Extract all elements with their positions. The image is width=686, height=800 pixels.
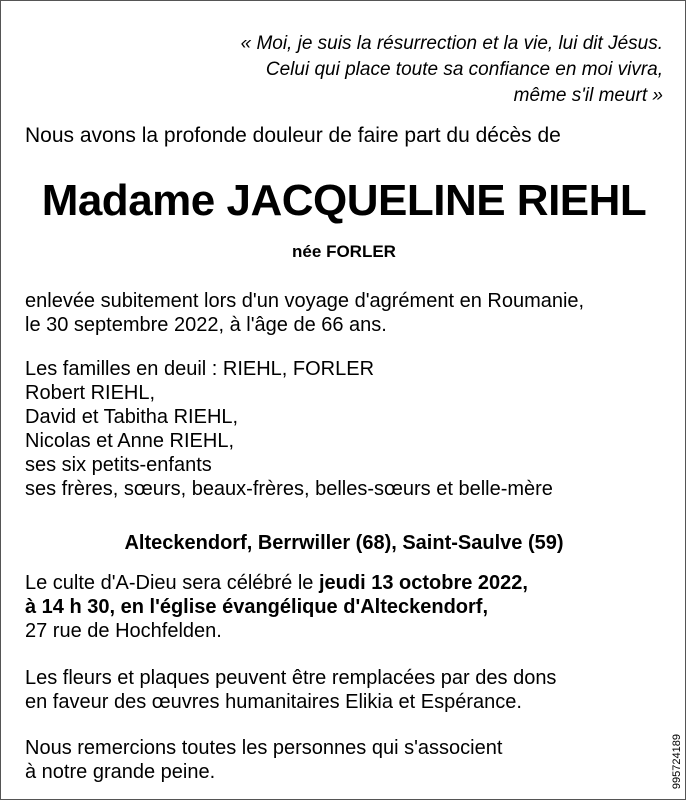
bible-quote: [43, 31, 663, 109]
thanks-line-1: Nous remercions toutes les personnes qui s'associent: [25, 737, 503, 759]
quote-line-2: Celui qui place toute sa confiance en moi vivra,: [265, 59, 663, 80]
family-list: [25, 357, 553, 501]
circumstances-line-1: enlevée subitement lors d'un voyage d'agrément en Roumanie,: [25, 290, 585, 312]
deceased-name: Madame JACQUELINE RIEHL: [41, 176, 647, 225]
service-line-1-regular: Le culte d'A-Dieu sera célébré le: [25, 572, 319, 594]
intro-text: Nous avons la profonde douleur de faire part du décès de: [25, 124, 561, 147]
flowers-line-2: en faveur des œuvres humanitaires Elikia et Espérance.: [25, 691, 522, 713]
thanks-line-2: à notre grande peine.: [25, 761, 216, 783]
service-address: 27 rue de Hochfelden.: [25, 620, 222, 642]
family-line: Nicolas et Anne RIEHL,: [25, 430, 234, 452]
family-line: ses frères, sœurs, beaux-frères, belles-sœurs et belle-mère: [25, 478, 553, 500]
quote-line-3: même s'il meurt »: [513, 85, 663, 106]
flowers-line-1: Les fleurs et plaques peuvent être remplacées par des dons: [25, 667, 557, 689]
reference-number: 995724189: [671, 733, 683, 789]
quote-line-1: « Moi, je suis la résurrection et la vie, lui dit Jésus.: [240, 33, 663, 54]
maiden-name: née FORLER: [292, 242, 396, 261]
family-line: David et Tabitha RIEHL,: [25, 406, 239, 428]
service-line-1: [25, 571, 528, 595]
family-line: ses six petits-enfants: [25, 454, 212, 476]
family-line: Robert RIEHL,: [25, 382, 156, 404]
thanks-note: [25, 736, 502, 784]
family-places: Alteckendorf, Berrwiller (68), Saint-Saulve (59): [124, 532, 564, 554]
circumstances-line-2: le 30 septembre 2022, à l'âge de 66 ans.: [25, 314, 387, 336]
service-time-location: à 14 h 30, en l'église évangélique d'Alteckendorf,: [25, 596, 489, 618]
flowers-note: [25, 666, 556, 714]
circumstances: [25, 289, 584, 337]
service-date: jeudi 13 octobre 2022,: [318, 572, 528, 594]
family-line: Les familles en deuil : RIEHL, FORLER: [25, 358, 375, 380]
service-info: [25, 571, 528, 643]
